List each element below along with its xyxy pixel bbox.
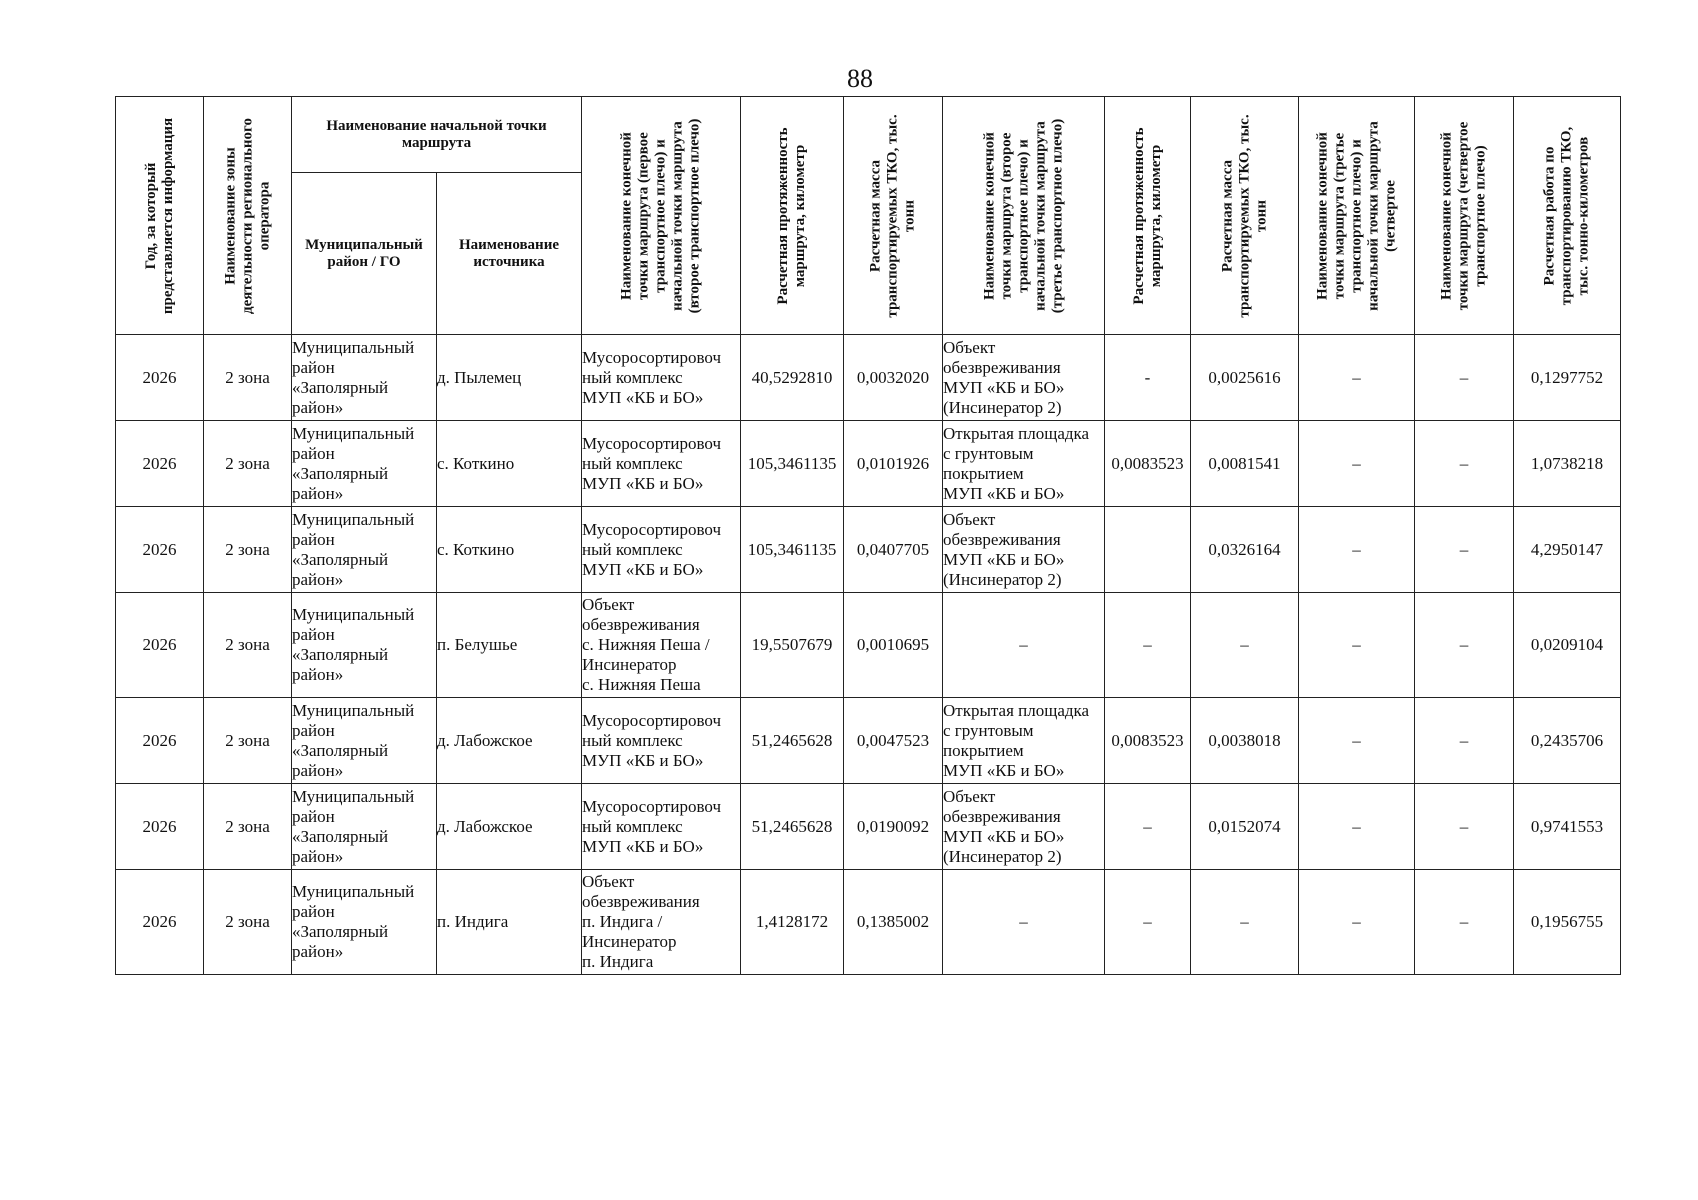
end-point-3-cell: – (1299, 507, 1415, 593)
cell-line: (Инсинератор 2) (943, 569, 1062, 589)
mass-1-cell: 0,0190092 (844, 784, 943, 870)
cell-line: (Инсинератор 2) (943, 846, 1062, 866)
cell-line: Муниципальный (292, 509, 415, 529)
table-row (116, 784, 1621, 870)
mass-2-cell: 0,0038018 (1191, 698, 1299, 784)
cell-line: – (1019, 635, 1028, 654)
end-point-2-cell (943, 335, 1105, 421)
header-source: Наименование источника (437, 173, 582, 335)
cell-line: «Заполярный (292, 645, 389, 664)
end-point-1-cell (582, 784, 741, 870)
end-point-4-cell: – (1415, 421, 1514, 507)
source-cell: д. Пылемец (437, 335, 582, 421)
length-2-cell (1105, 507, 1191, 593)
table-row (116, 698, 1621, 784)
cell-line: покрытием (943, 740, 1024, 760)
mass-2-cell: 0,0025616 (1191, 335, 1299, 421)
cell-line: район (292, 357, 335, 377)
cell-line: Муниципальный (292, 700, 415, 720)
end-point-3-cell: – (1299, 335, 1415, 421)
cell-line: «Заполярный (292, 377, 389, 397)
cell-line: Мусоросортировоч (582, 710, 722, 730)
cell-line: Объект (582, 595, 635, 614)
year-cell: 2026 (116, 593, 204, 698)
cell-line: район» (292, 846, 344, 866)
cell-line: Инсинератор (582, 932, 677, 951)
cell-line: район (292, 443, 335, 463)
cell-line: – (1019, 912, 1028, 931)
length-1-cell: 1,4128172 (741, 870, 844, 975)
cell-line: Муниципальный (292, 882, 415, 901)
mass-2-cell: – (1191, 593, 1299, 698)
transport-work-cell: 0,2435706 (1514, 698, 1621, 784)
end-point-2-cell (943, 507, 1105, 593)
mass-2-cell: 0,0326164 (1191, 507, 1299, 593)
cell-line: Открытая площадка (943, 423, 1090, 443)
district-cell (292, 421, 437, 507)
length-1-cell: 51,2465628 (741, 698, 844, 784)
end-point-4-cell: – (1415, 698, 1514, 784)
end-point-1-cell (582, 421, 741, 507)
cell-line: МУП «КБ и БО» (582, 473, 704, 493)
cell-line: «Заполярный (292, 549, 389, 569)
cell-line: «Заполярный (292, 922, 389, 941)
year-cell: 2026 (116, 784, 204, 870)
end-point-2-cell (943, 593, 1105, 698)
table-row (116, 421, 1621, 507)
mass-2-cell: – (1191, 870, 1299, 975)
cell-line: Объект (943, 337, 996, 357)
cell-line: район (292, 902, 335, 921)
cell-line: Объект (943, 786, 996, 806)
end-point-1-cell (582, 870, 741, 975)
cell-line: район» (292, 665, 344, 684)
cell-line: ный комплекс (582, 539, 683, 559)
cell-line: «Заполярный (292, 826, 389, 846)
header-end-point-1: Наименование конечной точки маршрута (первое транспортное плечо) и начальной точки маршрута (второе транспортное плечо) (582, 97, 741, 335)
district-cell (292, 870, 437, 975)
transport-work-cell: 4,2950147 (1514, 507, 1621, 593)
cell-line: Мусоросортировоч (582, 796, 722, 816)
end-point-2-cell (943, 421, 1105, 507)
cell-line: район (292, 806, 335, 826)
length-2-cell: 0,0083523 (1105, 421, 1191, 507)
mass-1-cell: 0,0010695 (844, 593, 943, 698)
cell-line: район» (292, 942, 344, 961)
cell-line: район» (292, 760, 344, 780)
end-point-2-cell (943, 698, 1105, 784)
header-mass-2: Расчетная масса транспортируемых ТКО, тыс. тонн (1191, 97, 1299, 335)
header-mass-1: Расчетная масса транспортируемых ТКО, тыс. тонн (844, 97, 943, 335)
end-point-2-cell (943, 784, 1105, 870)
routes-table (115, 96, 1621, 975)
mass-1-cell: 0,1385002 (844, 870, 943, 975)
cell-line: МУП «КБ и БО» (943, 826, 1065, 846)
table-row (116, 870, 1621, 975)
header-year: Год, за который представляется информация (116, 97, 204, 335)
end-point-4-cell: – (1415, 870, 1514, 975)
cell-line: Муниципальный (292, 605, 415, 624)
cell-line: с грунтовым (943, 443, 1034, 463)
cell-line: с. Нижняя Пеша / (582, 635, 710, 654)
cell-line: Мусоросортировоч (582, 433, 722, 453)
zone-cell: 2 зона (204, 870, 292, 975)
source-cell: п. Индига (437, 870, 582, 975)
transport-work-cell: 0,9741553 (1514, 784, 1621, 870)
cell-line: обезвреживания (943, 806, 1061, 826)
mass-2-cell: 0,0081541 (1191, 421, 1299, 507)
cell-line: «Заполярный (292, 740, 389, 760)
cell-line: ный комплекс (582, 730, 683, 750)
length-1-cell: 19,5507679 (741, 593, 844, 698)
mass-1-cell: 0,0047523 (844, 698, 943, 784)
cell-line: МУП «КБ и БО» (943, 760, 1065, 780)
header-length-2: Расчетная протяженность маршрута, километр (1105, 97, 1191, 335)
header-district: Муниципальный район / ГО (292, 173, 437, 335)
end-point-3-cell: – (1299, 421, 1415, 507)
cell-line: район (292, 625, 335, 644)
transport-work-cell: 0,1956755 (1514, 870, 1621, 975)
header-end-point-3: Наименование конечной точки маршрута (третье транспортное плечо) и начальной точки маршрута (четвертое (1299, 97, 1415, 335)
cell-line: МУП «КБ и БО» (582, 750, 704, 770)
cell-line: МУП «КБ и БО» (943, 377, 1065, 397)
end-point-1-cell (582, 593, 741, 698)
cell-line: п. Индига / (582, 912, 663, 931)
cell-line: Мусоросортировоч (582, 347, 722, 367)
cell-line: район» (292, 483, 344, 503)
district-cell (292, 784, 437, 870)
cell-line: МУП «КБ и БО» (582, 559, 704, 579)
zone-cell: 2 зона (204, 698, 292, 784)
district-cell (292, 698, 437, 784)
source-cell: д. Лабожское (437, 698, 582, 784)
year-cell: 2026 (116, 698, 204, 784)
zone-cell: 2 зона (204, 507, 292, 593)
end-point-1-cell (582, 335, 741, 421)
end-point-4-cell: – (1415, 784, 1514, 870)
cell-line: с. Нижняя Пеша (582, 675, 701, 694)
cell-line: Инсинератор (582, 655, 677, 674)
source-cell: с. Коткино (437, 507, 582, 593)
year-cell: 2026 (116, 870, 204, 975)
cell-line: покрытием (943, 463, 1024, 483)
end-point-4-cell: – (1415, 335, 1514, 421)
mass-1-cell: 0,0407705 (844, 507, 943, 593)
cell-line: Муниципальный (292, 423, 415, 443)
cell-line: «Заполярный (292, 463, 389, 483)
cell-line: район (292, 529, 335, 549)
end-point-3-cell: – (1299, 698, 1415, 784)
source-cell: д. Лабожское (437, 784, 582, 870)
end-point-2-cell (943, 870, 1105, 975)
header-end-point-4: Наименование конечной точки маршрута (четвертое транспортное плечо) (1415, 97, 1514, 335)
end-point-1-cell (582, 698, 741, 784)
source-cell: п. Белушье (437, 593, 582, 698)
cell-line: МУП «КБ и БО» (943, 483, 1065, 503)
cell-line: обезвреживания (582, 892, 700, 911)
district-cell (292, 507, 437, 593)
cell-line: район (292, 720, 335, 740)
cell-line: ный комплекс (582, 816, 683, 836)
district-cell (292, 335, 437, 421)
cell-line: район» (292, 397, 344, 417)
cell-line: ный комплекс (582, 453, 683, 473)
page-number: 88 (847, 64, 873, 93)
end-point-3-cell: – (1299, 784, 1415, 870)
cell-line: Объект (582, 872, 635, 891)
mass-2-cell: 0,0152074 (1191, 784, 1299, 870)
cell-line: обезвреживания (582, 615, 700, 634)
end-point-1-cell (582, 507, 741, 593)
zone-cell: 2 зона (204, 784, 292, 870)
transport-work-cell: 1,0738218 (1514, 421, 1621, 507)
zone-cell: 2 зона (204, 421, 292, 507)
cell-line: ный комплекс (582, 367, 683, 387)
cell-line: МУП «КБ и БО» (582, 387, 704, 407)
cell-line: Открытая площадка (943, 700, 1090, 720)
mass-1-cell: 0,0101926 (844, 421, 943, 507)
header-transport-work: Расчетная работа по транспортированию ТКО, тыс. тонно-километров (1514, 97, 1621, 335)
cell-line: МУП «КБ и БО» (943, 549, 1065, 569)
end-point-3-cell: – (1299, 593, 1415, 698)
length-2-cell: - (1105, 335, 1191, 421)
length-1-cell: 105,3461135 (741, 507, 844, 593)
mass-1-cell: 0,0032020 (844, 335, 943, 421)
end-point-4-cell: – (1415, 507, 1514, 593)
table-row (116, 507, 1621, 593)
header-zone: Наименование зоны деятельности регионального оператора (204, 97, 292, 335)
length-2-cell: 0,0083523 (1105, 698, 1191, 784)
length-1-cell: 40,5292810 (741, 335, 844, 421)
year-cell: 2026 (116, 335, 204, 421)
end-point-3-cell: – (1299, 870, 1415, 975)
cell-line: Муниципальный (292, 337, 415, 357)
cell-line: обезвреживания (943, 357, 1061, 377)
cell-line: Муниципальный (292, 786, 415, 806)
cell-line: обезвреживания (943, 529, 1061, 549)
table-row (116, 335, 1621, 421)
header-length-1: Расчетная протяженность маршрута, километр (741, 97, 844, 335)
zone-cell: 2 зона (204, 335, 292, 421)
end-point-4-cell: – (1415, 593, 1514, 698)
cell-line: Объект (943, 509, 996, 529)
cell-line: с грунтовым (943, 720, 1034, 740)
zone-cell: 2 зона (204, 593, 292, 698)
year-cell: 2026 (116, 421, 204, 507)
cell-line: п. Индига (582, 952, 654, 971)
length-2-cell: – (1105, 593, 1191, 698)
cell-line: район» (292, 569, 344, 589)
cell-line: (Инсинератор 2) (943, 397, 1062, 417)
cell-line: Мусоросортировоч (582, 519, 722, 539)
year-cell: 2026 (116, 507, 204, 593)
header-end-point-2: Наименование конечной точки маршрута (второе транспортное плечо) и начальной точки маршрута (третье транспортное плечо) (943, 97, 1105, 335)
length-1-cell: 51,2465628 (741, 784, 844, 870)
source-cell: с. Коткино (437, 421, 582, 507)
table-row (116, 593, 1621, 698)
header-start-point: Наименование начальной точки маршрута (292, 97, 582, 173)
transport-work-cell: 0,0209104 (1514, 593, 1621, 698)
length-2-cell: – (1105, 870, 1191, 975)
transport-work-cell: 0,1297752 (1514, 335, 1621, 421)
length-2-cell: – (1105, 784, 1191, 870)
length-1-cell: 105,3461135 (741, 421, 844, 507)
district-cell (292, 593, 437, 698)
cell-line: МУП «КБ и БО» (582, 836, 704, 856)
